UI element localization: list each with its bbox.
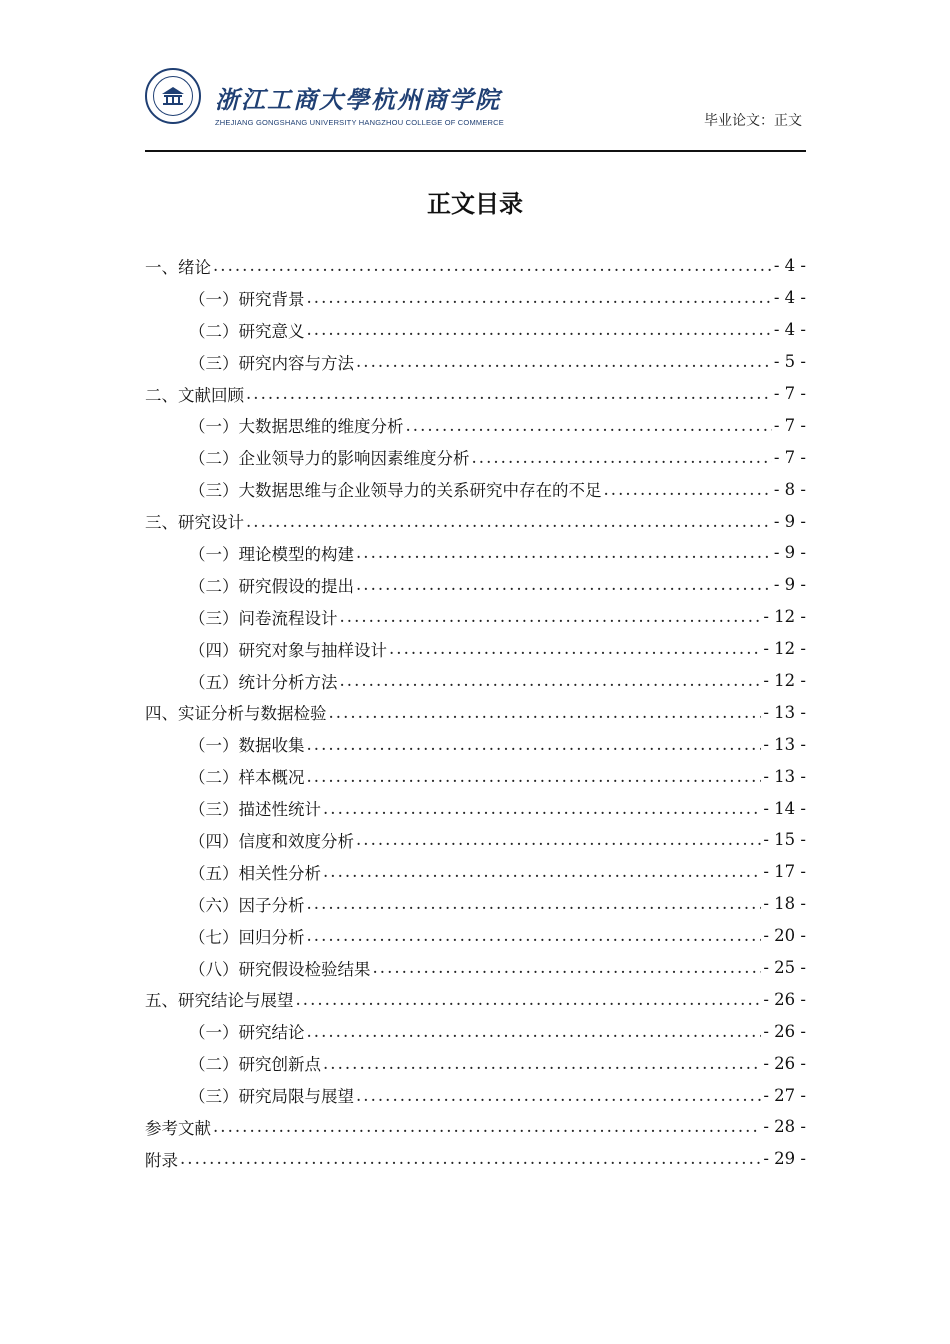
toc-dot-leader: [356, 1086, 761, 1105]
toc-entry-page: - 20 -: [763, 926, 806, 946]
toc-entry-page: - 13 -: [763, 734, 806, 754]
toc-dot-leader: [406, 416, 772, 435]
toc-entry-label: （四）研究对象与抽样设计: [189, 640, 387, 660]
toc-entry[interactable]: [145, 1047, 806, 1079]
toc-dot-leader: [472, 448, 772, 467]
toc-entry-label: 五、研究结论与展望: [145, 991, 294, 1011]
toc-entry-page: - 18 -: [763, 894, 806, 914]
toc-entry-page: - 27 -: [763, 1085, 806, 1105]
toc-entry-page: - 4 -: [773, 288, 806, 308]
toc-dot-leader: [604, 480, 772, 499]
toc-entry[interactable]: [145, 824, 806, 856]
toc-entry-page: - 13 -: [763, 766, 806, 786]
toc-dot-leader: [307, 894, 762, 913]
toc-entry-page: - 26 -: [763, 1053, 806, 1073]
toc-entry-label: （二）研究创新点: [189, 1055, 321, 1075]
toc-entry-label: （五）统计分析方法: [189, 672, 338, 692]
toc-dot-leader: [307, 320, 772, 339]
toc-entry-label: （一）大数据思维的维度分析: [189, 417, 404, 437]
toc-entry-page: - 15 -: [763, 830, 806, 850]
toc-entry-label: 三、研究设计: [145, 513, 244, 533]
table-of-contents: [145, 250, 806, 1175]
toc-entry-label: （三）研究局限与展望: [189, 1087, 354, 1107]
toc-entry-page: - 7 -: [773, 447, 806, 467]
toc-dot-leader: [296, 990, 762, 1009]
toc-entry[interactable]: [145, 665, 806, 697]
toc-entry[interactable]: [145, 346, 806, 378]
toc-entry-label: （三）描述性统计: [189, 800, 321, 820]
toc-entry-label: 二、文献回顾: [145, 385, 244, 405]
toc-entry-page: - 4 -: [773, 256, 806, 276]
toc-entry[interactable]: [145, 505, 806, 537]
toc-entry-label: 四、实证分析与数据检验: [145, 704, 327, 724]
toc-dot-leader: [356, 543, 772, 562]
toc-entry[interactable]: [145, 728, 806, 760]
toc-entry[interactable]: [145, 250, 806, 282]
toc-entry-page: - 12 -: [763, 639, 806, 659]
toc-dot-leader: [323, 862, 761, 881]
toc-entry-label: （二）研究假设的提出: [189, 576, 354, 596]
toc-entry-page: - 12 -: [763, 607, 806, 627]
toc-entry-label: 参考文献: [145, 1118, 211, 1138]
toc-dot-leader: [180, 1149, 761, 1168]
toc-entry-label: （二）企业领导力的影响因素维度分析: [189, 449, 470, 469]
toc-dot-leader: [323, 799, 761, 818]
toc-entry-label: （六）因子分析: [189, 895, 305, 915]
toc-entry-page: - 13 -: [763, 702, 806, 722]
toc-entry[interactable]: [145, 760, 806, 792]
toc-dot-leader: [340, 671, 762, 690]
toc-entry-page: - 7 -: [773, 384, 806, 403]
toc-entry-page: - 9 -: [773, 575, 806, 595]
toc-entry-label: （一）研究结论: [189, 1023, 305, 1043]
toc-dot-leader: [246, 384, 772, 403]
toc-entry-page: - 5 -: [773, 352, 806, 372]
toc-entry-label: （一）理论模型的构建: [189, 544, 354, 564]
toc-entry-page: - 29 -: [763, 1149, 806, 1169]
toc-dot-leader: [246, 512, 772, 531]
toc-entry[interactable]: [145, 952, 806, 984]
toc-entry-page: - 4 -: [773, 320, 806, 340]
toc-entry-label: 附录: [145, 1150, 178, 1170]
toc-entry[interactable]: [145, 1079, 806, 1111]
logo-chinese-name: 浙江工商大學杭州商学院: [215, 85, 501, 114]
toc-entry-label: （三）研究内容与方法: [189, 353, 354, 373]
toc-entry[interactable]: [145, 856, 806, 888]
toc-entry[interactable]: [145, 569, 806, 601]
toc-entry-page: - 26 -: [763, 1021, 806, 1041]
header-section-label: 毕业论文：正文: [704, 113, 802, 129]
toc-dot-leader: [356, 575, 772, 594]
toc-entry[interactable]: [145, 409, 806, 441]
toc-entry[interactable]: [145, 314, 806, 346]
university-logo: [215, 80, 504, 127]
page-header: [145, 62, 806, 152]
toc-entry-label: （一）研究背景: [189, 289, 305, 309]
toc-entry-label: （七）回归分析: [189, 927, 305, 947]
toc-entry[interactable]: [145, 983, 806, 1015]
toc-entry[interactable]: [145, 633, 806, 665]
toc-entry[interactable]: [145, 282, 806, 314]
toc-dot-leader: [307, 767, 762, 786]
toc-dot-leader: [213, 1117, 761, 1136]
toc-dot-leader: [340, 607, 762, 626]
toc-entry-label: 一、绪论: [145, 257, 211, 277]
toc-entry[interactable]: [145, 537, 806, 569]
toc-entry-page: - 9 -: [773, 511, 806, 531]
page-title: 正文目录: [427, 190, 523, 218]
toc-entry-page: - 26 -: [763, 989, 806, 1009]
toc-entry[interactable]: [145, 792, 806, 824]
toc-entry[interactable]: [145, 473, 806, 505]
toc-entry-label: （三）问卷流程设计: [189, 608, 338, 628]
toc-dot-leader: [356, 352, 772, 371]
toc-entry-page: - 28 -: [763, 1117, 806, 1137]
toc-entry[interactable]: [145, 1015, 806, 1047]
toc-dot-leader: [213, 256, 772, 275]
toc-entry-label: （五）相关性分析: [189, 863, 321, 883]
toc-entry-label: （一）数据收集: [189, 736, 305, 756]
toc-entry-page: - 9 -: [773, 543, 806, 563]
toc-entry[interactable]: [145, 696, 806, 728]
toc-entry-page: - 14 -: [763, 798, 806, 818]
toc-dot-leader: [307, 1022, 762, 1041]
toc-entry-page: - 8 -: [773, 479, 806, 499]
toc-entry-label: （二）研究意义: [189, 321, 305, 341]
toc-entry-label: （二）样本概况: [189, 768, 305, 788]
toc-entry[interactable]: [145, 601, 806, 633]
toc-dot-leader: [307, 735, 762, 754]
toc-dot-leader: [323, 1054, 761, 1073]
toc-entry[interactable]: [145, 888, 806, 920]
toc-entry[interactable]: [145, 1111, 806, 1143]
toc-entry-label: （四）信度和效度分析: [189, 831, 354, 851]
toc-entry-label: （三）大数据思维与企业领导力的关系研究中存在的不足: [189, 481, 602, 501]
toc-entry-page: - 12 -: [763, 671, 806, 691]
toc-dot-leader: [389, 639, 761, 658]
toc-entry-page: - 7 -: [773, 415, 806, 435]
toc-dot-leader: [307, 288, 772, 307]
university-seal-icon: [145, 68, 201, 124]
toc-dot-leader: [373, 958, 762, 977]
toc-entry-label: （八）研究假设检验结果: [189, 959, 371, 979]
header-divider: [145, 150, 806, 152]
toc-dot-leader: [356, 830, 761, 849]
toc-entry[interactable]: [145, 378, 806, 410]
toc-entry[interactable]: [145, 441, 806, 473]
toc-entry-page: - 17 -: [763, 862, 806, 882]
toc-entry-page: - 25 -: [763, 958, 806, 978]
toc-dot-leader: [329, 703, 762, 722]
toc-entry[interactable]: [145, 920, 806, 952]
logo-english-name: ZHEJIANG GONGSHANG UNIVERSITY HANGZHOU COLLEGE OF COMMERCE: [215, 118, 504, 127]
toc-dot-leader: [307, 926, 762, 945]
toc-entry[interactable]: [145, 1143, 806, 1175]
